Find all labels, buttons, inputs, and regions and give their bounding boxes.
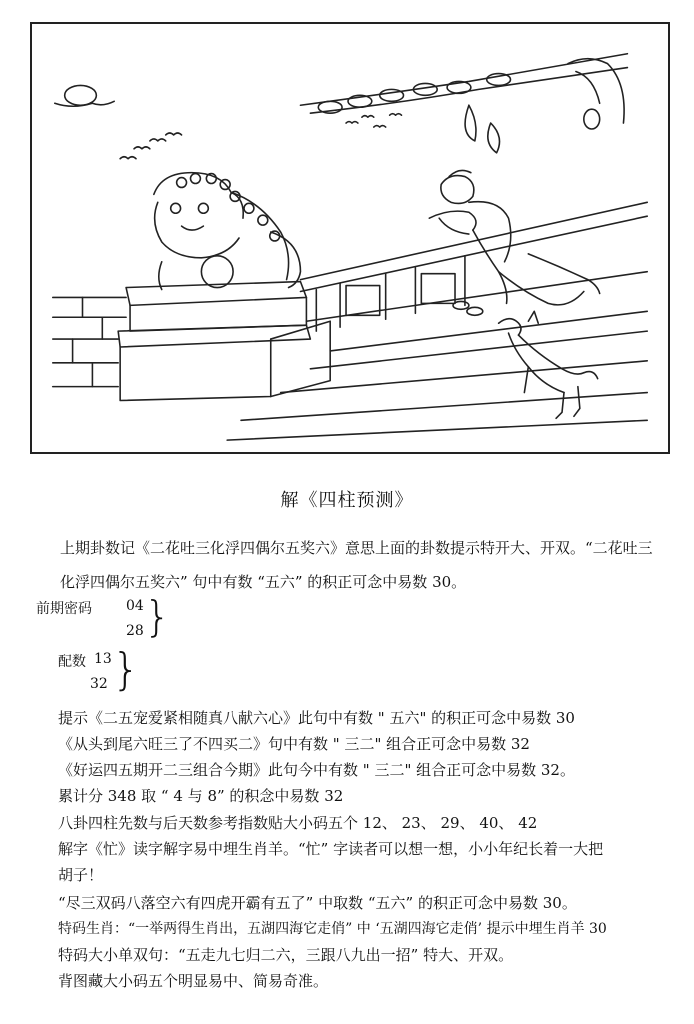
paragraph-line: 化浮四偶尔五奖六” 句中有数 “五六” 的积正可念中易数 30。 bbox=[60, 573, 467, 591]
brace-glyph: } bbox=[112, 644, 140, 695]
article-title: 解《四柱预测》 bbox=[280, 490, 414, 511]
paragraph-line: 上期卦数记《二花吐三化浮四偶尔五奖六》意思上面的卦数提示特开大、开双。“二花吐三 bbox=[60, 539, 653, 557]
pairing-label: 配数 bbox=[58, 654, 86, 670]
pairing-number: 32 bbox=[90, 676, 108, 692]
hint-line: 《从头到尾六旺三了不四买二》句中有数 " 三二" 组合正可念中易数 32 bbox=[58, 735, 530, 753]
tree-branch-drawing bbox=[300, 54, 627, 153]
hint-line: 特码大小单双句：“五走九七归二六，三跟八九出一招” 特大、开双。 bbox=[58, 946, 514, 964]
terrace-wall-drawing bbox=[53, 297, 126, 386]
hint-line: 胡子！ bbox=[58, 866, 104, 884]
moon-drawing bbox=[55, 85, 114, 106]
pedestal-drawing bbox=[118, 282, 330, 401]
birds-drawing bbox=[120, 114, 401, 159]
illustration-frame bbox=[30, 22, 670, 454]
hint-line: 解字《忙》读字解字易中埋生肖羊。“忙” 字读者可以想一想，小小年纪长着一大把 bbox=[58, 840, 604, 858]
hint-line: 累计分 348 取 “ 4 与 8” 的积念中易数 32 bbox=[58, 787, 344, 805]
previous-code-number: 04 bbox=[126, 598, 144, 614]
previous-code-label: 前期密码 bbox=[36, 601, 92, 617]
brace-glyph: } bbox=[144, 592, 171, 641]
garden-scene-illustration bbox=[32, 24, 668, 452]
hint-line: 八卦四柱先数与后天数参考指数贴大小码五个 12、 23、 29、 40、 42 bbox=[58, 814, 538, 832]
hint-line: 《好运四五期开二三组合今期》此句今中有数 " 三二" 组合正可念中易数 32。 bbox=[58, 761, 575, 779]
hint-line: 提示《二五宠爱紧相随真八献六心》此句中有数 " 五六" 的积正可念中易数 30 bbox=[58, 709, 575, 727]
previous-code-number: 28 bbox=[126, 623, 144, 639]
hint-line: “尽三双码八落空六有四虎开霸有五了” 中取数 “五六” 的积正可念中易数 30。 bbox=[58, 894, 577, 912]
pairing-number: 13 bbox=[94, 651, 112, 667]
shoes-drawing bbox=[453, 301, 483, 315]
stone-lion-drawing bbox=[154, 173, 301, 290]
hint-line: 特码生肖：“一举两得生肖出，五湖四海它走俏” 中 ‘五湖四海它走俏’ 提示中埋生肖羊 30 bbox=[58, 921, 607, 937]
hint-line: 背图藏大小码五个明显易中、简易奇准。 bbox=[58, 972, 329, 990]
balustrade-drawing bbox=[227, 202, 647, 440]
